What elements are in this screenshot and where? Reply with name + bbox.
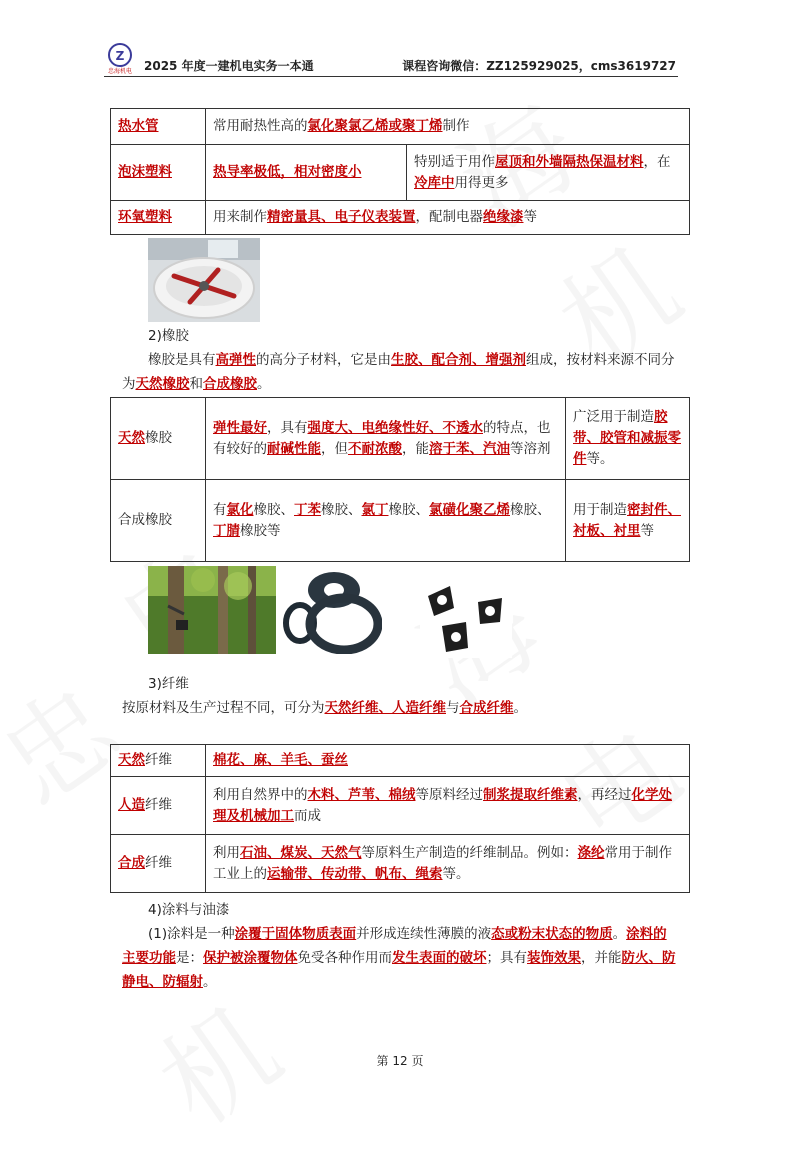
svg-text:忠海机电: 忠海机电 [107,68,133,74]
row-name: 热水管 [111,109,206,145]
row-name: 天然纤维 [111,745,206,777]
row-content: 有氯化橡胶、丁苯橡胶、氯丁橡胶、氯磺化聚乙烯橡胶、丁腈橡胶等 [206,480,566,562]
row-name: 合成橡胶 [111,480,206,562]
table-row [111,201,690,235]
row-name: 泡沫塑料 [111,145,206,201]
row-content: 棉花、麻、羊毛、蚕丝 [206,745,690,777]
svg-text:Z: Z [115,49,125,63]
paint-paragraph: (1)涂料是一种涂覆于固体物质表面并形成连续性薄膜的液态或粉末状态的物质。涂料的主要功能是：保护被涂覆物体免受各种作用而发生表面的破坏；具有装饰效果，并能防火、防静电、防辐射。 [122,926,676,990]
row-note: 特别适于用作屋顶和外墙隔热保温材料，在冷库中用得更多 [407,145,690,201]
plastics-table [110,108,690,235]
contact-info: 课程咨询微信：ZZ125929025，cms3619727 [402,59,676,73]
fiber-table [110,744,690,893]
rubber-gaskets-photo [420,582,512,658]
table-row [111,480,690,562]
cooling-tower-photo [148,238,260,322]
row-usage: 用于制造密封件、衬板、衬里等 [566,480,690,562]
table-row [111,745,690,777]
row-name: 天然橡胶 [111,398,206,480]
row-content: 热导率极低，相对密度小 [206,145,407,201]
page-number: 第 12 页 [376,1054,424,1068]
section-heading-rubber: 2)橡胶 [148,328,189,344]
row-content: 利用自然界中的木料、芦苇、棉绒等原料经过制浆提取纤维素，再经过化学处理及机械加工而成 [206,777,690,835]
fiber-paragraph: 按原材料及生产过程不同，可分为天然纤维、人造纤维与合成纤维。 [122,700,527,716]
table-row [111,835,690,893]
table-row [111,398,690,480]
row-content: 利用石油、煤炭、天然气等原料生产制造的纤维制品。例如：涤纶常用于制作工业上的运输带、传动带、帆布、绳索等。 [206,835,690,893]
row-content: 弹性最好，具有强度大、电绝缘性好、不透水的特点，也有较好的耐碱性能，但不耐浓酸，能溶于苯、汽油等溶剂 [206,398,566,480]
row-content: 常用耐热性高的氯化聚氯乙烯或聚丁烯制作 [206,109,690,145]
section-heading-paint: 4)涂料与油漆 [148,902,230,918]
rubber-seal-rings-photo [282,568,382,654]
brand-logo-icon [104,42,136,74]
row-name: 人造纤维 [111,777,206,835]
row-usage: 广泛用于制造胶带、胶管和减振零件等。 [566,398,690,480]
rubber-table [110,397,690,562]
document-title: 2025 年度一建机电实务一本通 [144,59,314,73]
table-row [111,145,690,201]
section-heading-fiber: 3)纤维 [148,676,189,692]
table-row [111,109,690,145]
table-row [111,777,690,835]
row-name: 环氧塑料 [111,201,206,235]
page-header [104,40,678,77]
rubber-tree-photo [148,566,276,654]
rubber-paragraph: 橡胶是具有高弹性的高分子材料，它是由生胶、配合剂、增强剂组成，按材料来源不同分为天然橡胶和合成橡胶。 [122,352,675,392]
row-content: 用来制作精密量具、电子仪表装置，配制电器绝缘漆等 [206,201,690,235]
row-name: 合成纤维 [111,835,206,893]
